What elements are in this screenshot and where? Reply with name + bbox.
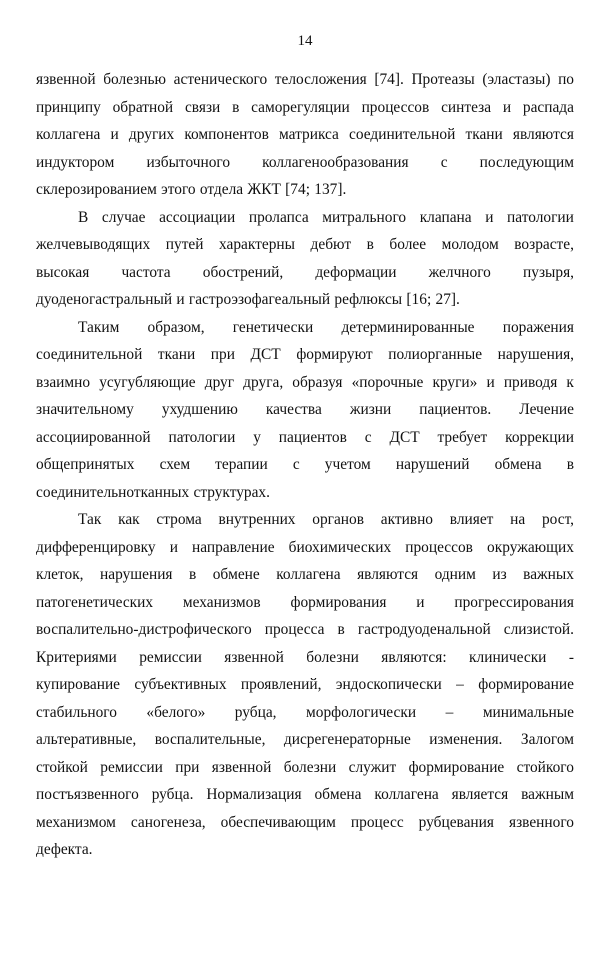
- word: рефлюксы: [334, 291, 403, 308]
- text-line: [36, 644, 574, 672]
- word: качества: [265, 401, 322, 418]
- word: внутренних: [218, 511, 296, 528]
- word: частота: [121, 263, 171, 281]
- word: молодом: [441, 236, 499, 253]
- word: формирование: [408, 758, 505, 776]
- word: в: [232, 98, 240, 116]
- word: и: [176, 291, 185, 308]
- word: к: [566, 373, 574, 391]
- word: соединительной: [349, 126, 456, 143]
- word: рубцевания: [418, 813, 494, 831]
- word: –: [445, 703, 454, 721]
- word: формируют: [296, 346, 373, 363]
- word: болезнью: [103, 71, 167, 88]
- word: ткани: [465, 126, 503, 143]
- word: деформации: [315, 263, 397, 281]
- word: патологии: [507, 208, 574, 226]
- word: характерны: [219, 236, 295, 253]
- text-line: [36, 809, 574, 837]
- word: ремиссии: [139, 648, 202, 666]
- word: язвенной: [211, 758, 272, 776]
- word: активно: [380, 511, 434, 528]
- word: общепринятых: [36, 456, 135, 473]
- word: Так: [78, 511, 102, 528]
- word: с: [440, 153, 448, 171]
- text-line: [36, 534, 574, 562]
- word: ассоциации: [159, 208, 236, 226]
- word: телосложения: [274, 71, 367, 88]
- word: коллагена: [276, 566, 341, 583]
- word: коррекции: [505, 428, 574, 446]
- word: коллагена: [374, 786, 439, 803]
- word: болезни: [283, 758, 337, 776]
- word: [74].: [374, 71, 404, 88]
- word: пролапса: [248, 208, 309, 226]
- word: и: [169, 538, 178, 556]
- word: язвенной: [36, 71, 96, 88]
- word: желчевыводящих: [36, 236, 151, 253]
- word: распада: [522, 98, 574, 116]
- word: субъективных: [134, 676, 227, 693]
- word: дефекта.: [36, 841, 93, 858]
- text-line: [36, 204, 574, 232]
- word: минимальные: [482, 703, 574, 721]
- word: последующим: [479, 153, 574, 171]
- word: направление: [192, 538, 275, 556]
- word: важных: [523, 566, 574, 583]
- word: механизмом: [36, 813, 116, 831]
- word: язвенной: [224, 648, 284, 666]
- word: Лечение: [519, 401, 574, 418]
- word: стойкого: [516, 758, 574, 776]
- word: пузыря,: [523, 263, 574, 281]
- word: органов: [312, 511, 364, 528]
- word: биохимических: [288, 538, 392, 556]
- text-line: [36, 176, 574, 204]
- word: в: [337, 621, 345, 638]
- word: саморегуляции: [251, 98, 350, 116]
- text-line: [36, 396, 574, 424]
- word: [74;: [285, 181, 310, 198]
- text-line: [36, 479, 574, 507]
- word: процесс: [350, 813, 404, 831]
- word: строма: [156, 511, 202, 528]
- text-line: [36, 424, 574, 452]
- word: ЖКТ: [247, 181, 281, 198]
- word: язвенного: [509, 813, 574, 831]
- text-line: [36, 699, 574, 727]
- word: детерминированные: [341, 318, 475, 336]
- paragraph: [36, 314, 574, 507]
- word: синтеза: [441, 98, 492, 116]
- word: одним: [434, 566, 476, 583]
- word: клеток,: [36, 566, 84, 583]
- word: в: [366, 236, 374, 253]
- word: саногенеза,: [130, 813, 206, 831]
- word: -: [568, 648, 574, 666]
- word: является: [451, 786, 509, 803]
- word: и: [110, 126, 119, 143]
- word: воспалительно-дистрофического: [36, 621, 252, 638]
- text-line: [36, 836, 574, 864]
- word: по: [558, 71, 574, 88]
- word: «порочные: [351, 373, 424, 391]
- word: у: [253, 428, 261, 446]
- word: являются: [357, 566, 419, 583]
- word: рубца.: [151, 786, 194, 803]
- word: из: [492, 566, 507, 583]
- word: друг: [204, 373, 235, 391]
- word: связи: [184, 98, 221, 116]
- word: соединительнотканных: [36, 483, 190, 501]
- word: и: [486, 373, 495, 391]
- text-line: [36, 314, 574, 342]
- word: Протеазы: [411, 71, 475, 88]
- word: 137].: [314, 181, 347, 198]
- word: круги»: [432, 373, 478, 391]
- word: дуоденогастральный: [36, 291, 173, 308]
- word: ремиссии: [100, 758, 163, 776]
- word: постъязвенного: [36, 786, 139, 803]
- word: и: [416, 593, 425, 611]
- text-line: [36, 94, 574, 122]
- word: В: [78, 208, 89, 226]
- word: путей: [165, 236, 204, 253]
- text-line: [36, 589, 574, 617]
- paragraph: [36, 204, 574, 314]
- word: обмена: [314, 786, 362, 803]
- word: при: [175, 758, 200, 776]
- word: «белого»: [146, 703, 206, 721]
- word: дебют: [310, 236, 352, 253]
- word: учетом: [324, 456, 371, 473]
- text-line: [36, 369, 574, 397]
- word: Залогом: [520, 731, 574, 748]
- word: воспалительные,: [154, 731, 266, 748]
- word: нарушений: [395, 456, 470, 473]
- text-line: [36, 616, 574, 644]
- word: болезни: [306, 648, 359, 666]
- word: взаимно: [36, 373, 91, 391]
- text-line: [36, 121, 574, 149]
- word: обмене: [212, 566, 260, 583]
- word: жизни: [349, 401, 392, 418]
- word: ДСТ: [250, 346, 281, 363]
- word: пациентов.: [419, 401, 492, 418]
- word: являются:: [381, 648, 447, 666]
- word: полиорганные: [388, 346, 483, 363]
- word: принципу: [36, 98, 101, 116]
- word: изменения.: [429, 731, 503, 748]
- word: друга,: [243, 373, 284, 391]
- word: патологии: [168, 428, 236, 446]
- word: как: [118, 511, 140, 528]
- word: пациентов: [278, 428, 347, 446]
- word: Нормализация: [206, 786, 302, 803]
- word: ассоциированной: [36, 428, 151, 446]
- word: –: [456, 676, 464, 693]
- word: образом,: [147, 318, 205, 336]
- word: приводя: [503, 373, 558, 391]
- word: коллагенообразования: [262, 153, 409, 171]
- word: ДСТ: [389, 428, 420, 446]
- word: [16;: [406, 291, 432, 308]
- word: нарушения: [100, 566, 173, 583]
- word: при: [210, 346, 235, 363]
- word: служит: [348, 758, 397, 776]
- word: рубца,: [234, 703, 277, 721]
- word: рост,: [541, 511, 574, 528]
- text-line: [36, 754, 574, 782]
- word: влияет: [449, 511, 494, 528]
- paragraph: [36, 506, 574, 864]
- text-line: [36, 506, 574, 534]
- word: 27].: [435, 291, 460, 308]
- word: прогрессирования: [454, 593, 574, 611]
- text-line: [36, 781, 574, 809]
- word: митрального: [322, 208, 407, 226]
- word: альтеративные,: [36, 731, 137, 748]
- word: эндоскопически: [335, 676, 442, 693]
- word: ухудшению: [161, 401, 238, 418]
- word: образуя: [292, 373, 343, 391]
- word: компонентов: [184, 126, 269, 143]
- text-line: [36, 286, 574, 314]
- text-line: [36, 671, 574, 699]
- word: в: [188, 566, 197, 583]
- word: возрасте,: [514, 236, 574, 253]
- word: стойкой: [36, 758, 88, 776]
- word: Критериями: [36, 648, 117, 666]
- word: формирование: [478, 676, 574, 693]
- word: ткани: [157, 346, 196, 363]
- word: значительному: [36, 401, 134, 418]
- word: являются: [512, 126, 574, 143]
- word: гастроэзофагеальный: [188, 291, 331, 308]
- word: избыточного: [146, 153, 231, 171]
- word: более: [389, 236, 427, 253]
- page-number: 14: [297, 33, 313, 49]
- word: обострений,: [202, 263, 284, 281]
- word: и: [502, 98, 512, 116]
- word: обмена: [494, 456, 542, 473]
- word: гастродуоденальной: [357, 621, 491, 638]
- word: механизмов: [182, 593, 261, 611]
- word: дисрегенераторные: [283, 731, 411, 748]
- word: процесса: [264, 621, 325, 638]
- word: слизистой.: [503, 621, 574, 638]
- word: других: [128, 126, 175, 143]
- word: клапана: [419, 208, 472, 226]
- word: матрикса: [279, 126, 339, 143]
- text-line: [36, 231, 574, 259]
- word: структурах.: [193, 483, 270, 501]
- word: стабильного: [36, 703, 117, 721]
- word: с: [364, 428, 372, 446]
- word: процессов: [361, 98, 430, 116]
- word: индуктором: [36, 153, 115, 171]
- text-line: [36, 726, 574, 754]
- word: (эластазы): [482, 71, 551, 88]
- word: дифференцировку: [36, 538, 156, 556]
- word: клинически: [469, 648, 547, 666]
- word: соединительной: [36, 346, 143, 363]
- word: отдела: [199, 181, 244, 198]
- word: случае: [101, 208, 146, 226]
- word: формирования: [290, 593, 387, 611]
- word: процессов: [405, 538, 473, 556]
- word: поражения: [502, 318, 574, 336]
- text-line: [36, 66, 574, 94]
- word: усугубляющие: [99, 373, 196, 391]
- paragraph: [36, 66, 574, 204]
- word: желчного: [428, 263, 491, 281]
- text-line: [36, 451, 574, 479]
- word: Таким: [78, 318, 120, 336]
- text-line: [36, 561, 574, 589]
- word: купирование: [36, 676, 121, 693]
- document-body: [36, 66, 574, 864]
- word: терапии: [215, 456, 268, 473]
- word: патогенетических: [36, 593, 154, 611]
- word: склерозированием: [36, 181, 157, 198]
- word: на: [510, 511, 526, 528]
- word: требует: [437, 428, 488, 446]
- word: схем: [159, 456, 191, 473]
- word: обеспечивающим: [220, 813, 336, 831]
- word: этого: [161, 181, 196, 198]
- word: и: [485, 208, 494, 226]
- word: с: [292, 456, 300, 473]
- word: окружающих: [487, 538, 574, 556]
- word: нарушения,: [497, 346, 574, 363]
- word: обратной: [112, 98, 174, 116]
- word: астенического: [173, 71, 268, 88]
- word: высокая: [36, 263, 90, 281]
- word: коллагена: [36, 126, 101, 143]
- text-line: [36, 149, 574, 177]
- word: проявлений,: [240, 676, 322, 693]
- text-line: [36, 341, 574, 369]
- word: морфологически: [306, 703, 417, 721]
- word: в: [566, 456, 574, 473]
- word: важным: [521, 786, 574, 803]
- word: генетически: [232, 318, 314, 336]
- text-line: [36, 259, 574, 287]
